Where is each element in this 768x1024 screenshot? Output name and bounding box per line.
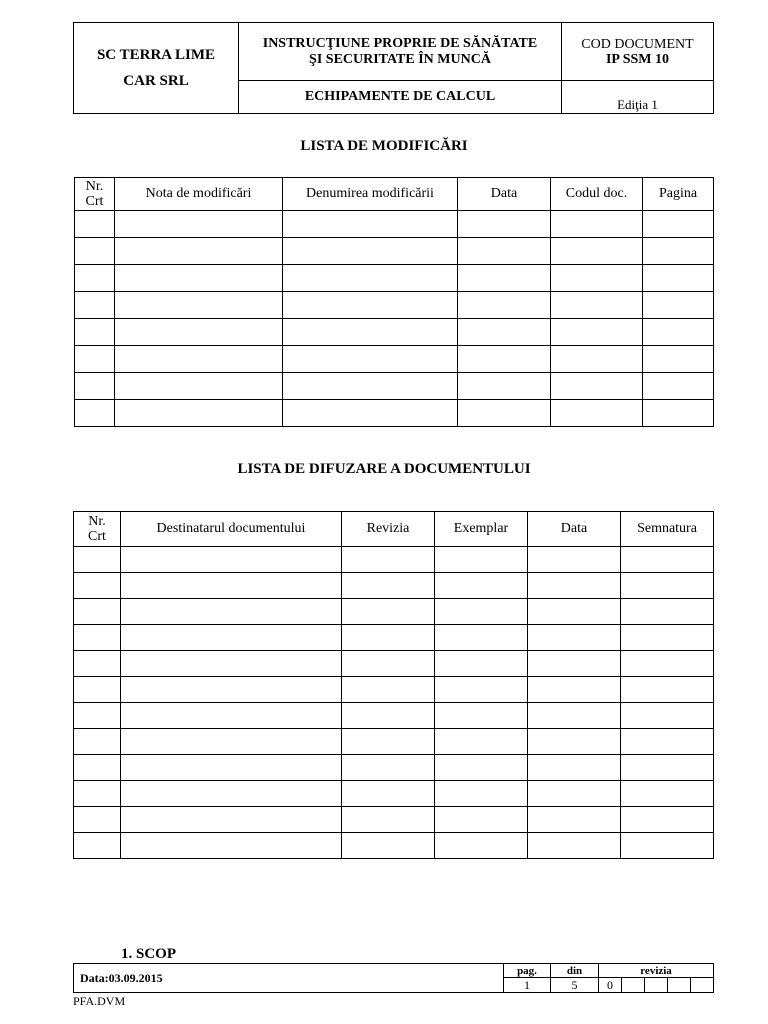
footer-din-value: 5 bbox=[551, 978, 599, 993]
table-cell[interactable] bbox=[283, 265, 458, 292]
table-cell[interactable] bbox=[121, 833, 342, 859]
table-cell[interactable] bbox=[121, 651, 342, 677]
modifications-table bbox=[74, 177, 714, 427]
table-cell[interactable] bbox=[528, 599, 621, 625]
table-cell[interactable] bbox=[435, 625, 528, 651]
document-code-label: COD DOCUMENT bbox=[581, 36, 694, 52]
distribution-header-row bbox=[74, 512, 714, 547]
bottom-note: PFA.DVM bbox=[73, 994, 126, 1008]
table-row bbox=[75, 265, 714, 292]
table-cell[interactable] bbox=[458, 400, 551, 427]
table-row bbox=[74, 651, 714, 677]
table-cell[interactable] bbox=[435, 729, 528, 755]
table-cell[interactable] bbox=[528, 807, 621, 833]
table-cell[interactable] bbox=[458, 373, 551, 400]
modifications-header-row bbox=[75, 178, 714, 211]
table-cell[interactable] bbox=[342, 625, 435, 651]
table-cell[interactable] bbox=[283, 346, 458, 373]
table-row bbox=[74, 755, 714, 781]
footer-pag-label: pag. bbox=[504, 964, 551, 978]
table-row bbox=[75, 238, 714, 265]
table-row bbox=[74, 573, 714, 599]
table-cell[interactable] bbox=[75, 400, 115, 427]
table-cell[interactable] bbox=[458, 346, 551, 373]
table-cell[interactable] bbox=[528, 833, 621, 859]
table-cell[interactable] bbox=[121, 729, 342, 755]
instruction-title-cell bbox=[239, 23, 562, 81]
table-row bbox=[75, 373, 714, 400]
column-header-denumirea: Denumirea modificării bbox=[283, 178, 458, 211]
table-cell[interactable] bbox=[121, 677, 342, 703]
table-cell[interactable] bbox=[342, 703, 435, 729]
column-header-data: Data bbox=[458, 178, 551, 211]
crt-label: Crt bbox=[88, 529, 106, 544]
table-row bbox=[74, 807, 714, 833]
table-cell[interactable] bbox=[74, 833, 121, 859]
table-cell[interactable] bbox=[342, 755, 435, 781]
table-row bbox=[75, 211, 714, 238]
table-cell[interactable] bbox=[528, 547, 621, 573]
table-cell[interactable] bbox=[75, 211, 115, 238]
table-cell[interactable] bbox=[115, 373, 283, 400]
table-cell[interactable] bbox=[121, 781, 342, 807]
table-cell[interactable] bbox=[551, 373, 643, 400]
table-cell[interactable] bbox=[115, 400, 283, 427]
table-cell[interactable] bbox=[74, 625, 121, 651]
table-cell[interactable] bbox=[283, 373, 458, 400]
table-cell[interactable] bbox=[75, 319, 115, 346]
table-cell[interactable] bbox=[621, 703, 714, 729]
table-row bbox=[75, 346, 714, 373]
table-cell[interactable] bbox=[342, 677, 435, 703]
table-cell[interactable] bbox=[621, 833, 714, 859]
table-cell[interactable] bbox=[643, 238, 714, 265]
table-cell[interactable] bbox=[551, 238, 643, 265]
table-cell[interactable] bbox=[121, 547, 342, 573]
table-cell[interactable] bbox=[435, 781, 528, 807]
footer-revizia-label: revizia bbox=[599, 964, 714, 978]
table-cell[interactable] bbox=[74, 807, 121, 833]
table-cell[interactable] bbox=[283, 292, 458, 319]
table-cell[interactable] bbox=[551, 211, 643, 238]
table-cell[interactable] bbox=[528, 703, 621, 729]
column-header-nr-crt bbox=[74, 512, 121, 547]
table-cell[interactable] bbox=[342, 599, 435, 625]
table-cell[interactable] bbox=[342, 651, 435, 677]
table-cell[interactable] bbox=[621, 651, 714, 677]
table-cell[interactable] bbox=[528, 573, 621, 599]
table-cell[interactable] bbox=[74, 651, 121, 677]
footer-date: Data:03.09.2015 bbox=[74, 964, 504, 993]
instruction-title-line2: ŞI SECURITATE ÎN MUNCĂ bbox=[309, 51, 491, 67]
table-cell[interactable] bbox=[621, 599, 714, 625]
column-header-codul: Codul doc. bbox=[551, 178, 643, 211]
table-cell[interactable] bbox=[435, 807, 528, 833]
column-header-data: Data bbox=[528, 512, 621, 547]
column-header-revizia: Revizia bbox=[342, 512, 435, 547]
distribution-table bbox=[73, 511, 714, 859]
footer-revizia-blank bbox=[622, 978, 645, 993]
table-cell[interactable] bbox=[621, 755, 714, 781]
table-cell[interactable] bbox=[458, 319, 551, 346]
table-cell[interactable] bbox=[115, 292, 283, 319]
table-cell[interactable] bbox=[458, 265, 551, 292]
table-cell[interactable] bbox=[621, 729, 714, 755]
column-header-semnatura: Semnatura bbox=[621, 512, 714, 547]
table-cell[interactable] bbox=[283, 238, 458, 265]
footer-din-label: din bbox=[551, 964, 599, 978]
table-cell[interactable] bbox=[121, 703, 342, 729]
table-cell[interactable] bbox=[551, 292, 643, 319]
footer-revizia-blank bbox=[668, 978, 691, 993]
table-cell[interactable] bbox=[75, 346, 115, 373]
company-name-line2: CAR SRL bbox=[123, 73, 189, 89]
table-cell[interactable] bbox=[342, 807, 435, 833]
table-row bbox=[74, 677, 714, 703]
table-cell[interactable] bbox=[74, 755, 121, 781]
table-cell[interactable] bbox=[528, 729, 621, 755]
table-cell[interactable] bbox=[551, 346, 643, 373]
table-cell[interactable] bbox=[551, 265, 643, 292]
table-cell[interactable] bbox=[435, 755, 528, 781]
table-cell[interactable] bbox=[458, 238, 551, 265]
table-cell[interactable] bbox=[121, 599, 342, 625]
table-cell[interactable] bbox=[435, 599, 528, 625]
document-header bbox=[73, 22, 714, 114]
footer-revizia-blank bbox=[645, 978, 668, 993]
table-row bbox=[74, 833, 714, 859]
table-cell[interactable] bbox=[643, 373, 714, 400]
table-cell[interactable] bbox=[528, 781, 621, 807]
footer-pag-value: 1 bbox=[504, 978, 551, 993]
table-cell[interactable] bbox=[528, 677, 621, 703]
table-cell[interactable] bbox=[115, 319, 283, 346]
table-row bbox=[75, 292, 714, 319]
table-cell[interactable] bbox=[342, 729, 435, 755]
nr-label: Nr. bbox=[88, 514, 106, 529]
table-cell[interactable] bbox=[121, 807, 342, 833]
table-cell[interactable] bbox=[435, 573, 528, 599]
instruction-title-line1: INSTRUCŢIUNE PROPRIE DE SĂNĂTATE bbox=[262, 35, 538, 51]
table-cell[interactable] bbox=[74, 781, 121, 807]
table-row bbox=[74, 703, 714, 729]
table-row bbox=[75, 319, 714, 346]
table-cell[interactable] bbox=[342, 547, 435, 573]
table-cell[interactable] bbox=[75, 265, 115, 292]
table-cell[interactable] bbox=[551, 400, 643, 427]
table-cell[interactable] bbox=[643, 292, 714, 319]
table-cell[interactable] bbox=[75, 373, 115, 400]
table-cell[interactable] bbox=[528, 651, 621, 677]
table-cell[interactable] bbox=[621, 807, 714, 833]
column-header-exemplar: Exemplar bbox=[435, 512, 528, 547]
table-row bbox=[74, 599, 714, 625]
document-code-value: IP SSM 10 bbox=[605, 51, 669, 67]
distribution-list-title: LISTA DE DIFUZARE A DOCUMENTULUI bbox=[237, 461, 531, 477]
table-cell[interactable] bbox=[115, 265, 283, 292]
table-cell[interactable] bbox=[342, 781, 435, 807]
table-cell[interactable] bbox=[74, 729, 121, 755]
table-cell[interactable] bbox=[621, 547, 714, 573]
section-heading-scop: 1. SCOP bbox=[121, 946, 177, 962]
table-cell[interactable] bbox=[528, 755, 621, 781]
table-cell[interactable] bbox=[115, 346, 283, 373]
table-cell[interactable] bbox=[528, 625, 621, 651]
column-header-nota: Nota de modificări bbox=[115, 178, 283, 211]
company-cell bbox=[74, 23, 239, 114]
table-cell[interactable] bbox=[74, 573, 121, 599]
table-cell[interactable] bbox=[75, 238, 115, 265]
table-cell[interactable] bbox=[74, 599, 121, 625]
table-cell[interactable] bbox=[74, 677, 121, 703]
table-cell[interactable] bbox=[435, 677, 528, 703]
column-header-pagina: Pagina bbox=[643, 178, 714, 211]
table-cell[interactable] bbox=[121, 573, 342, 599]
table-cell[interactable] bbox=[643, 265, 714, 292]
table-cell[interactable] bbox=[643, 346, 714, 373]
table-cell[interactable] bbox=[115, 238, 283, 265]
table-row bbox=[74, 625, 714, 651]
table-cell[interactable] bbox=[435, 547, 528, 573]
table-cell[interactable] bbox=[643, 400, 714, 427]
table-cell[interactable] bbox=[342, 833, 435, 859]
nr-label: Nr. bbox=[85, 179, 104, 194]
table-cell[interactable] bbox=[342, 573, 435, 599]
modifications-list-title: LISTA DE MODIFICĂRI bbox=[300, 138, 468, 154]
table-cell[interactable] bbox=[435, 833, 528, 859]
column-header-nr-crt bbox=[75, 178, 115, 211]
table-cell[interactable] bbox=[121, 625, 342, 651]
table-cell[interactable] bbox=[283, 400, 458, 427]
table-row bbox=[74, 547, 714, 573]
table-cell[interactable] bbox=[121, 755, 342, 781]
table-cell[interactable] bbox=[643, 211, 714, 238]
company-name-line1: SC TERRA LIME bbox=[96, 47, 216, 63]
table-cell[interactable] bbox=[621, 625, 714, 651]
table-cell[interactable] bbox=[435, 703, 528, 729]
table-cell[interactable] bbox=[74, 703, 121, 729]
table-row bbox=[75, 400, 714, 427]
page-footer bbox=[73, 963, 714, 993]
document-code-cell bbox=[562, 23, 714, 81]
table-cell[interactable] bbox=[458, 292, 551, 319]
column-header-destinatarul: Destinatarul documentului bbox=[121, 512, 342, 547]
table-cell[interactable] bbox=[283, 319, 458, 346]
table-cell[interactable] bbox=[621, 781, 714, 807]
table-cell[interactable] bbox=[435, 651, 528, 677]
table-cell[interactable] bbox=[74, 547, 121, 573]
table-cell[interactable] bbox=[283, 211, 458, 238]
crt-label: Crt bbox=[85, 194, 104, 209]
table-cell[interactable] bbox=[75, 292, 115, 319]
footer-revizia-value: 0 bbox=[599, 978, 622, 993]
table-cell[interactable] bbox=[643, 319, 714, 346]
table-cell[interactable] bbox=[115, 211, 283, 238]
table-cell[interactable] bbox=[621, 573, 714, 599]
table-row bbox=[74, 781, 714, 807]
table-cell[interactable] bbox=[458, 211, 551, 238]
table-cell[interactable] bbox=[551, 319, 643, 346]
table-cell[interactable] bbox=[621, 677, 714, 703]
table-row bbox=[74, 729, 714, 755]
footer-revizia-blank bbox=[691, 978, 714, 993]
edition-label: Ediţia 1 bbox=[562, 81, 714, 114]
instruction-subtitle: ECHIPAMENTE DE CALCUL bbox=[239, 81, 562, 114]
